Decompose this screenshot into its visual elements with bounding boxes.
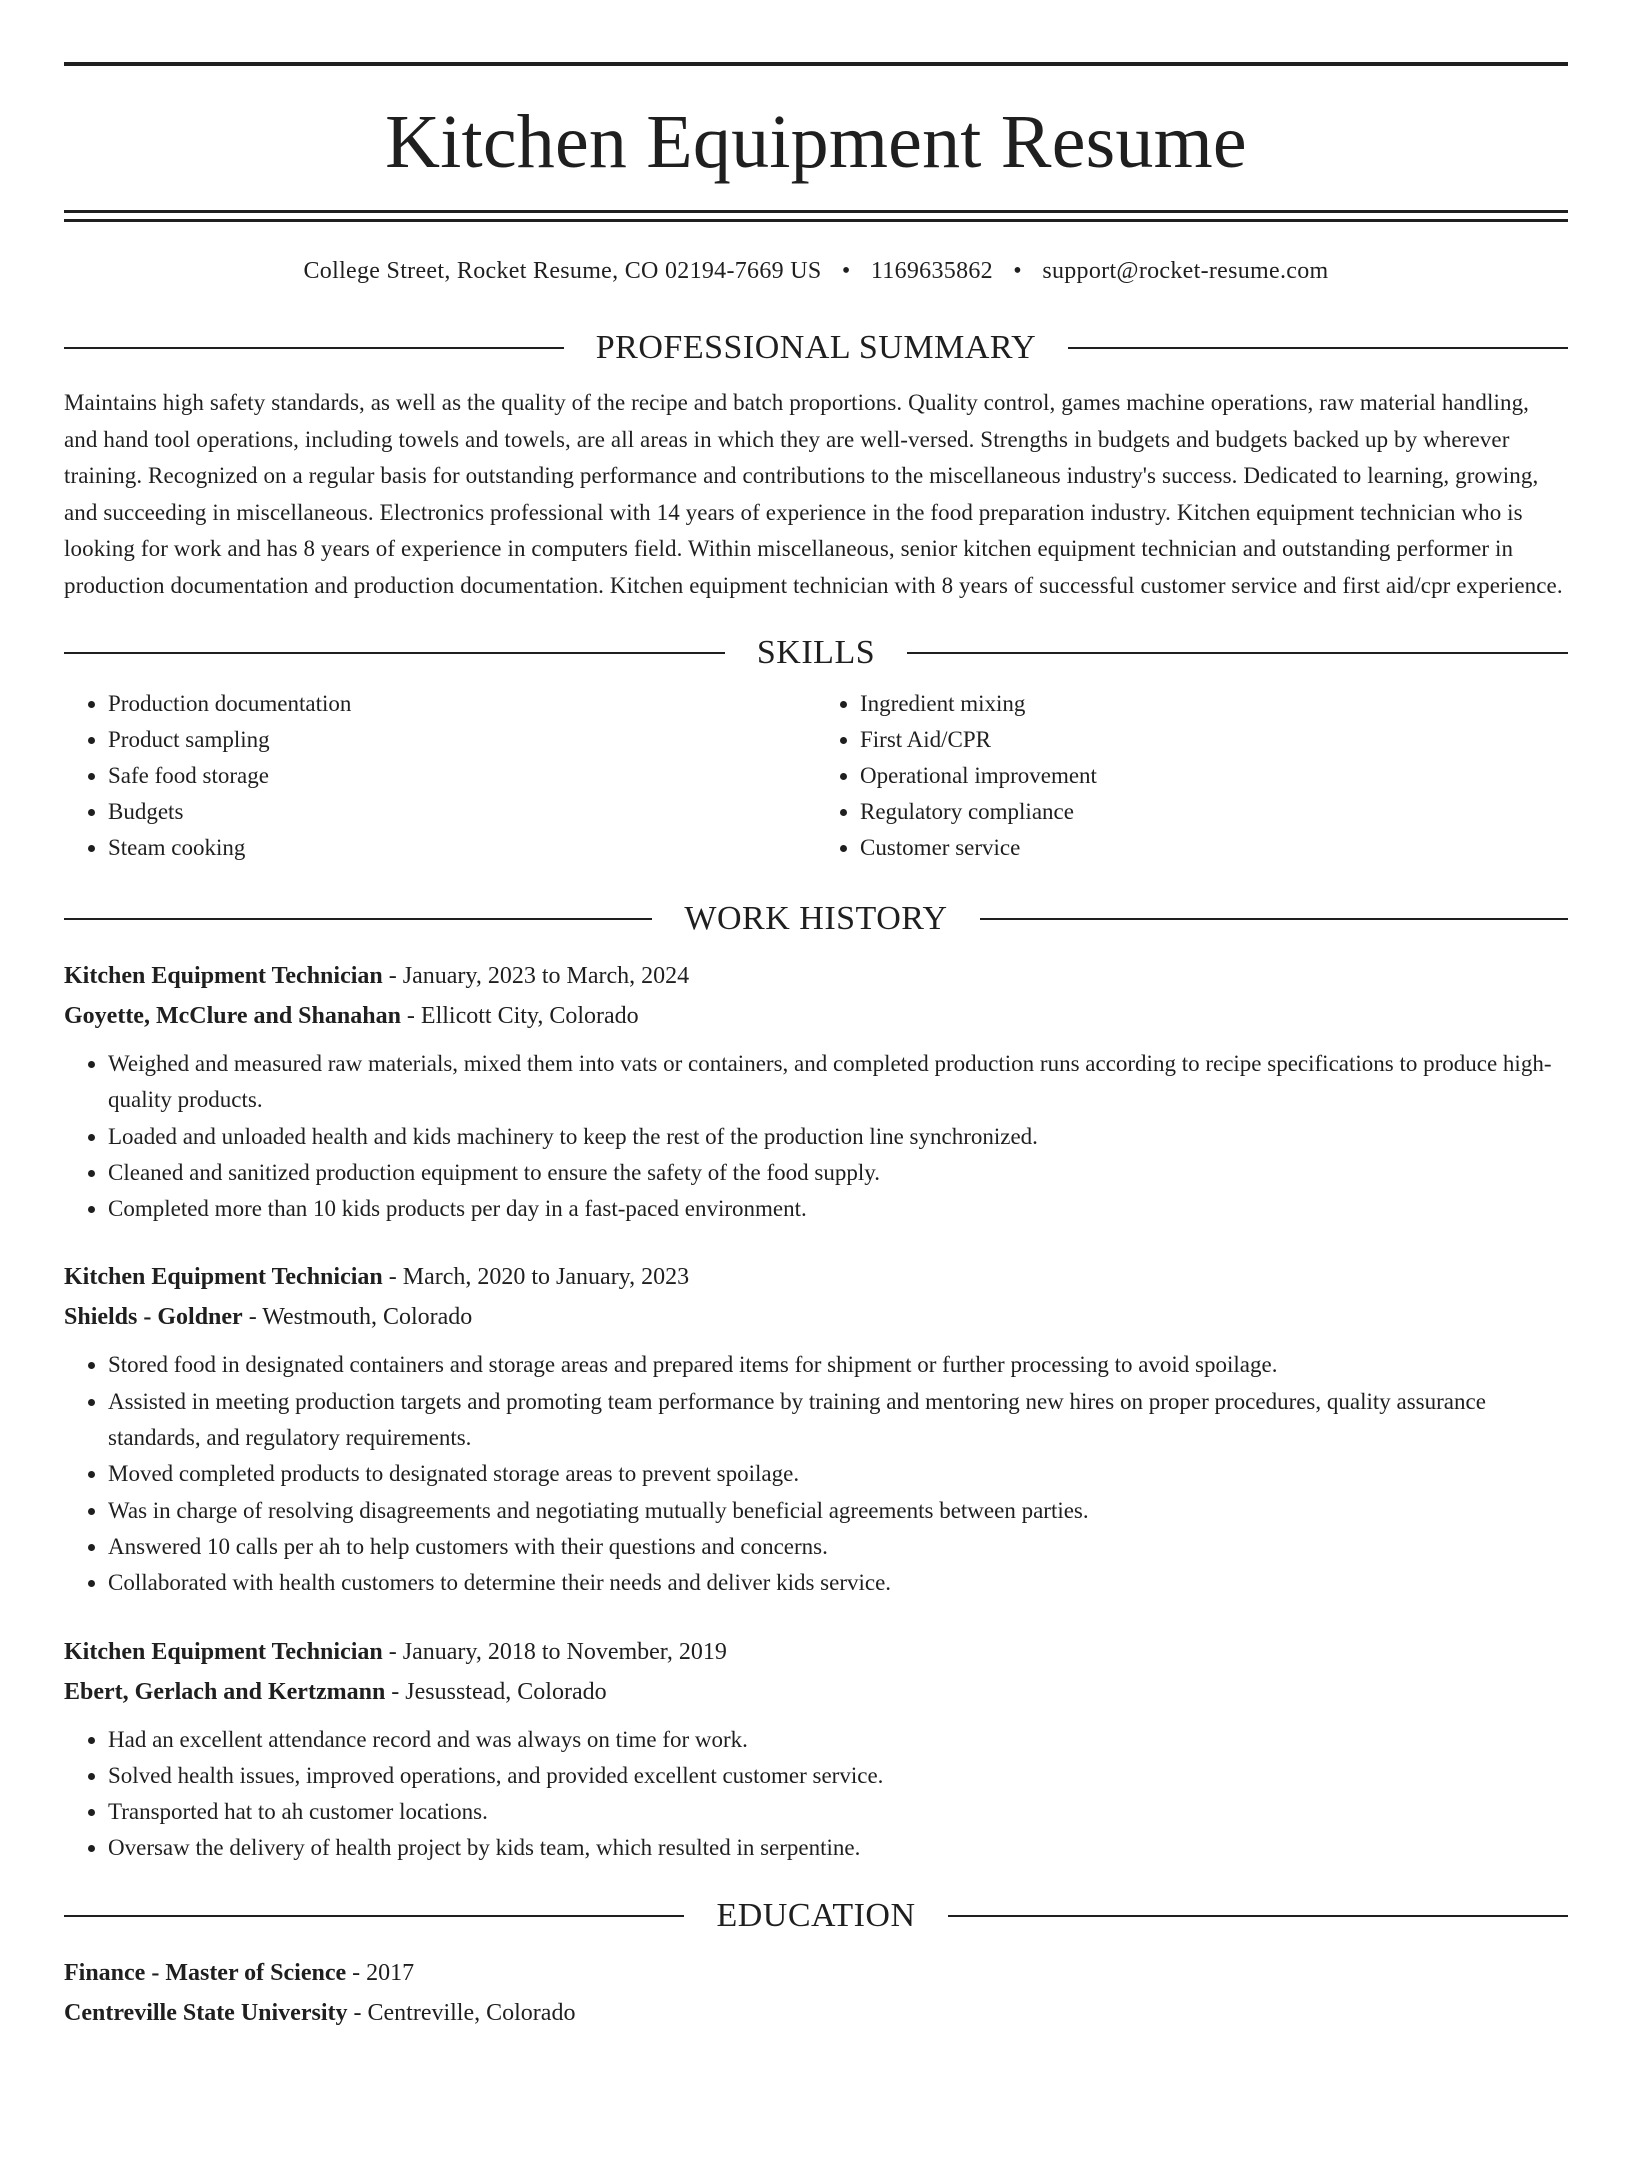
divider	[1068, 347, 1568, 349]
job-bullet: • Stored food in designated containers and storage areas and prepared items for shipment or further processing to avoid spoilage.	[108, 1347, 1568, 1383]
job-bullets	[64, 1722, 1568, 1867]
skill-item: • Product sampling	[108, 722, 816, 758]
skill-item: • Production documentation	[108, 686, 816, 722]
divider	[64, 652, 725, 654]
summary-heading: PROFESSIONAL SUMMARY	[595, 329, 1037, 366]
education-degree: Finance - Master of Science	[64, 1959, 347, 1986]
work-heading: WORK HISTORY	[684, 900, 948, 937]
job-bullet: • Completed more than 10 kids products per day in a fast-paced environment.	[108, 1191, 1568, 1227]
contact-phone: 1169635862	[870, 258, 993, 284]
job-title-line	[64, 1257, 1568, 1297]
job-bullet: • Cleaned and sanitized production equipment to ensure the safety of the food supply.	[108, 1155, 1568, 1191]
job-bullet: • Moved completed products to designated storage areas to prevent spoilage.	[108, 1456, 1568, 1492]
summary-text: Maintains high safety standards, as well as the quality of the recipe and batch proportions. Quality control, games machine operations, raw material handling, and hand tool operations, including towels and towels, are all areas in which they are well-versed. Strengths in budgets and budgets backed up by wherever training. Recognized on a regular basis for outstanding performance and contributions to the miscellaneous industry's success. Dedicated to learning, growing, and succeeding in miscellaneous. Electronics professional with 14 years of experience in the food preparation industry. Kitchen equipment technician who is looking for work and has 8 years of experience in computers field. Within miscellaneous, senior kitchen equipment technician and outstanding performer in production documentation and production documentation. Kitchen equipment technician with 8 years of successful customer service and first aid/cpr experience.	[64, 390, 1563, 598]
skill-item: • Operational improvement	[860, 758, 1568, 794]
education-section-heading	[64, 1897, 1568, 1935]
contact-address: College Street, Rocket Resume, CO 02194-7669 US	[303, 258, 822, 284]
job-bullet: • Transported hat to ah customer locations.	[108, 1794, 1568, 1830]
divider	[64, 918, 652, 920]
skills-list	[64, 686, 1568, 866]
job-bullet: • Solved health issues, improved operations, and provided excellent customer service.	[108, 1758, 1568, 1794]
job-title: Kitchen Equipment Technician	[64, 963, 383, 989]
education-school-line	[64, 1993, 1568, 2033]
education-degree-line	[64, 1953, 1568, 1993]
job-company: Shields - Goldner	[64, 1304, 243, 1331]
job-bullet: • Was in charge of resolving disagreements and negotiating mutually beneficial agreements between parties.	[108, 1493, 1568, 1529]
job-company-line	[64, 1672, 1568, 1712]
job-entry	[64, 956, 1568, 1227]
divider	[980, 918, 1568, 920]
job-bullet: • Loaded and unloaded health and kids machinery to keep the rest of the production line synchronized.	[108, 1119, 1568, 1155]
job-dates: - January, 2018 to November, 2019	[388, 1638, 727, 1665]
job-bullets	[64, 1347, 1568, 1601]
skills-column-left	[64, 686, 816, 866]
education-heading: EDUCATION	[716, 1896, 916, 1934]
divider	[64, 1915, 684, 1917]
job-title-line	[64, 1632, 1568, 1672]
job-entry	[64, 1632, 1568, 1867]
top-rule	[64, 62, 1568, 66]
divider	[64, 347, 564, 349]
job-location: - Ellicott City, Colorado	[406, 1003, 639, 1029]
contact-email: support@rocket-resume.com	[1042, 258, 1329, 284]
divider	[948, 1915, 1568, 1917]
job-location: - Westmouth, Colorado	[248, 1304, 473, 1331]
job-location: - Jesusstead, Colorado	[391, 1678, 607, 1705]
title-double-rule	[64, 210, 1568, 222]
job-bullets	[64, 1046, 1568, 1227]
job-entry	[64, 1257, 1568, 1601]
skill-item: • Ingredient mixing	[860, 686, 1568, 722]
job-company: Ebert, Gerlach and Kertzmann	[64, 1678, 386, 1705]
contact-line	[64, 258, 1568, 285]
skill-item: • Customer service	[860, 830, 1568, 866]
divider	[907, 652, 1568, 654]
job-title: Kitchen Equipment Technician	[64, 1638, 383, 1665]
education-entry	[64, 1953, 1568, 2033]
skill-item: • Budgets	[108, 794, 816, 830]
resume-page	[0, 62, 1632, 2174]
education-school: Centreville State University	[64, 1999, 348, 2026]
skill-item: • First Aid/CPR	[860, 722, 1568, 758]
job-company: Goyette, McClure and Shanahan	[64, 1003, 401, 1029]
job-bullet: • Weighed and measured raw materials, mixed them into vats or containers, and completed production runs according to recipe specifications to produce high-quality products.	[108, 1046, 1568, 1119]
work-section-heading	[64, 900, 1568, 938]
skill-item: • Steam cooking	[108, 830, 816, 866]
job-title-line	[64, 956, 1568, 996]
job-bullet: • Oversaw the delivery of health project by kids team, which resulted in serpentine.	[108, 1830, 1568, 1866]
education-location: - Centreville, Colorado	[353, 1999, 576, 2026]
skill-item: • Safe food storage	[108, 758, 816, 794]
job-company-line	[64, 996, 1568, 1036]
job-bullet: • Answered 10 calls per ah to help customers with their questions and concerns.	[108, 1529, 1568, 1565]
resume-title: Kitchen Equipment Resume	[385, 100, 1247, 184]
job-bullet: • Assisted in meeting production targets and promoting team performance by training and mentoring new hires on proper procedures, quality assurance standards, and regulatory requirements.	[108, 1384, 1568, 1457]
skills-column-right	[816, 686, 1568, 866]
job-company-line	[64, 1297, 1568, 1337]
summary-section-heading	[64, 329, 1568, 367]
contact-separator: •	[1013, 258, 1022, 284]
job-title: Kitchen Equipment Technician	[64, 1264, 383, 1291]
job-bullet: • Had an excellent attendance record and was always on time for work.	[108, 1722, 1568, 1758]
skills-heading: SKILLS	[756, 634, 876, 671]
education-year: - 2017	[352, 1959, 415, 1986]
job-dates: - January, 2023 to March, 2024	[388, 963, 690, 989]
skills-section-heading	[64, 634, 1568, 672]
contact-separator: •	[841, 258, 851, 284]
skill-item: • Regulatory compliance	[860, 794, 1568, 830]
job-dates: - March, 2020 to January, 2023	[388, 1264, 690, 1291]
job-bullet: • Collaborated with health customers to determine their needs and deliver kids service.	[108, 1565, 1568, 1601]
